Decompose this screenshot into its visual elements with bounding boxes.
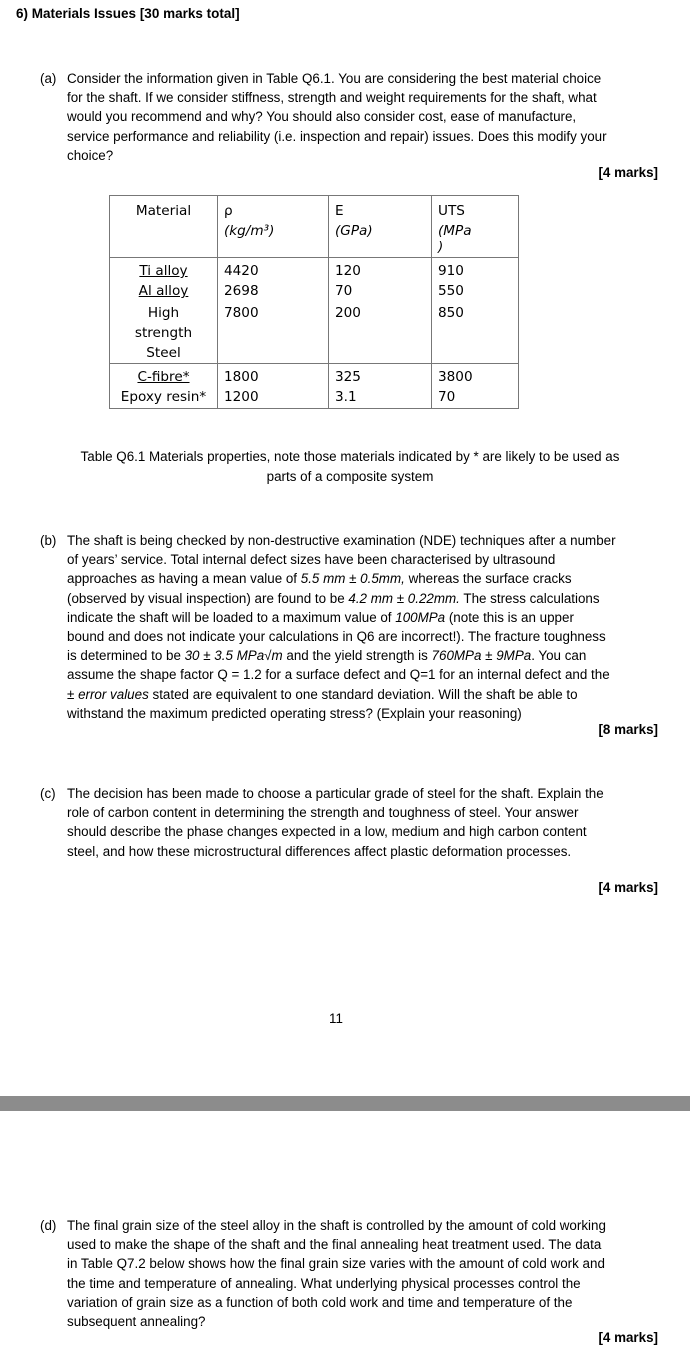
cell-modulus: 3.1 xyxy=(329,387,432,409)
header-density: ρ (kg/m³) xyxy=(218,196,329,258)
part-c-marks: [4 marks] xyxy=(598,880,658,895)
materials-table xyxy=(109,195,519,409)
part-b-label: (b) xyxy=(40,533,57,548)
part-a-line: service performance and reliability (i.e. inspection and repair) issues. Does this modify your xyxy=(67,128,607,144)
cell-density: 1200 xyxy=(218,387,329,409)
table-row xyxy=(110,281,519,301)
part-a-marks: [4 marks] xyxy=(598,165,658,180)
cell-material: Ti alloy xyxy=(110,258,218,282)
cell-material: Al alloy xyxy=(110,281,218,301)
page-number: 11 xyxy=(329,1011,343,1026)
table-row xyxy=(110,387,519,409)
section-heading: 6) Materials Issues [30 marks total] xyxy=(16,6,240,21)
part-d-marks: [4 marks] xyxy=(598,1330,658,1345)
part-d-label: (d) xyxy=(40,1218,57,1233)
table-row xyxy=(110,364,519,388)
part-a-question xyxy=(40,69,607,165)
cell-uts: 550 xyxy=(432,281,519,301)
table-caption: Table Q6.1 Materials properties, note those materials indicated by * are likely to be used as parts of a composite system xyxy=(80,449,620,484)
part-d-question: (d) The final grain size of the steel alloy in the shaft is controlled by the amount of cold working used to make the shape of the shaft and the final annealing heat treatment used. The data in Table Q7.2 below shows how the final grain size varies with the amount of cold work and the time and temperature of annealing. What underlying physical processes control the variation of grain size as a function of both cold work and time and temperature of the subsequent annealing? xyxy=(40,1218,606,1330)
cell-density: 2698 xyxy=(218,281,329,301)
part-a-line: choice? xyxy=(67,147,114,163)
header-uts: UTS (MPa ) xyxy=(432,196,519,258)
cell-density: 7800 xyxy=(218,301,329,364)
page-divider xyxy=(0,1096,690,1111)
cell-material: Epoxy resin* xyxy=(110,387,218,409)
cell-modulus: 120 xyxy=(329,258,432,282)
cell-modulus: 70 xyxy=(329,281,432,301)
header-material: Material xyxy=(110,196,218,258)
cell-modulus: 325 xyxy=(329,364,432,388)
part-c-label: (c) xyxy=(40,786,56,801)
cell-material: C-fibre* xyxy=(110,364,218,388)
part-c-question: (c) The decision has been made to choose a particular grade of steel for the shaft. Explain the role of carbon content in determining the strength and toughness of steel. Your answer should describe the phase changes expected in a low, medium and high carbon content steel, and how these microstructural differences affect plastic deformation processes. xyxy=(40,786,604,859)
cell-density: 1800 xyxy=(218,364,329,388)
cell-uts: 850 xyxy=(432,301,519,364)
cell-density: 4420 xyxy=(218,258,329,282)
part-a-line: for the shaft. If we consider stiffness, strength and weight requirements for the shaft, what xyxy=(67,90,597,106)
cell-uts: 70 xyxy=(432,387,519,409)
header-modulus: E (GPa) xyxy=(329,196,432,258)
table-row xyxy=(110,301,519,364)
part-a-line: Consider the information given in Table Q6.1. You are considering the best material choice xyxy=(67,71,602,86)
cell-uts: 910 xyxy=(432,258,519,282)
cell-modulus: 200 xyxy=(329,301,432,364)
cell-uts: 3800 xyxy=(432,364,519,388)
table-header-row xyxy=(110,196,519,258)
cell-material: High strength Steel xyxy=(110,301,218,364)
part-a-label: (a) xyxy=(40,71,57,86)
part-b-question: (b) The shaft is being checked by non-destructive examination (NDE) techniques after a number of years’ service. Total internal defect sizes have been characterised by ultrasound approaches as having a mean value of 5.5 mm ± 0.5mm, whereas the surface cracks (observed by visual inspection) are found to be 4.2 mm ± 0.22mm. The stress calculations indicate the shaft will be loaded to a maximum value of 100MPa (note this is an upper bound and does not indicate your calculations in Q6 are incorrect!). The fracture toughness is determined to be 30 ± 3.5 MPa√m and the yield strength is 760MPa ± 9MPa. You can assume the shape factor Q = 1.2 for a surface defect and Q=1 for an internal defect and the ± error values stated are equivalent to one standard deviation. Will the shaft be able to withstand the maximum predicted operating stress? (Explain your reasoning) xyxy=(40,533,616,721)
part-b-marks: [8 marks] xyxy=(598,722,658,737)
part-a-line: would you recommend and why? You should also consider cost, ease of manufacture, xyxy=(67,109,577,125)
table-row xyxy=(110,258,519,282)
